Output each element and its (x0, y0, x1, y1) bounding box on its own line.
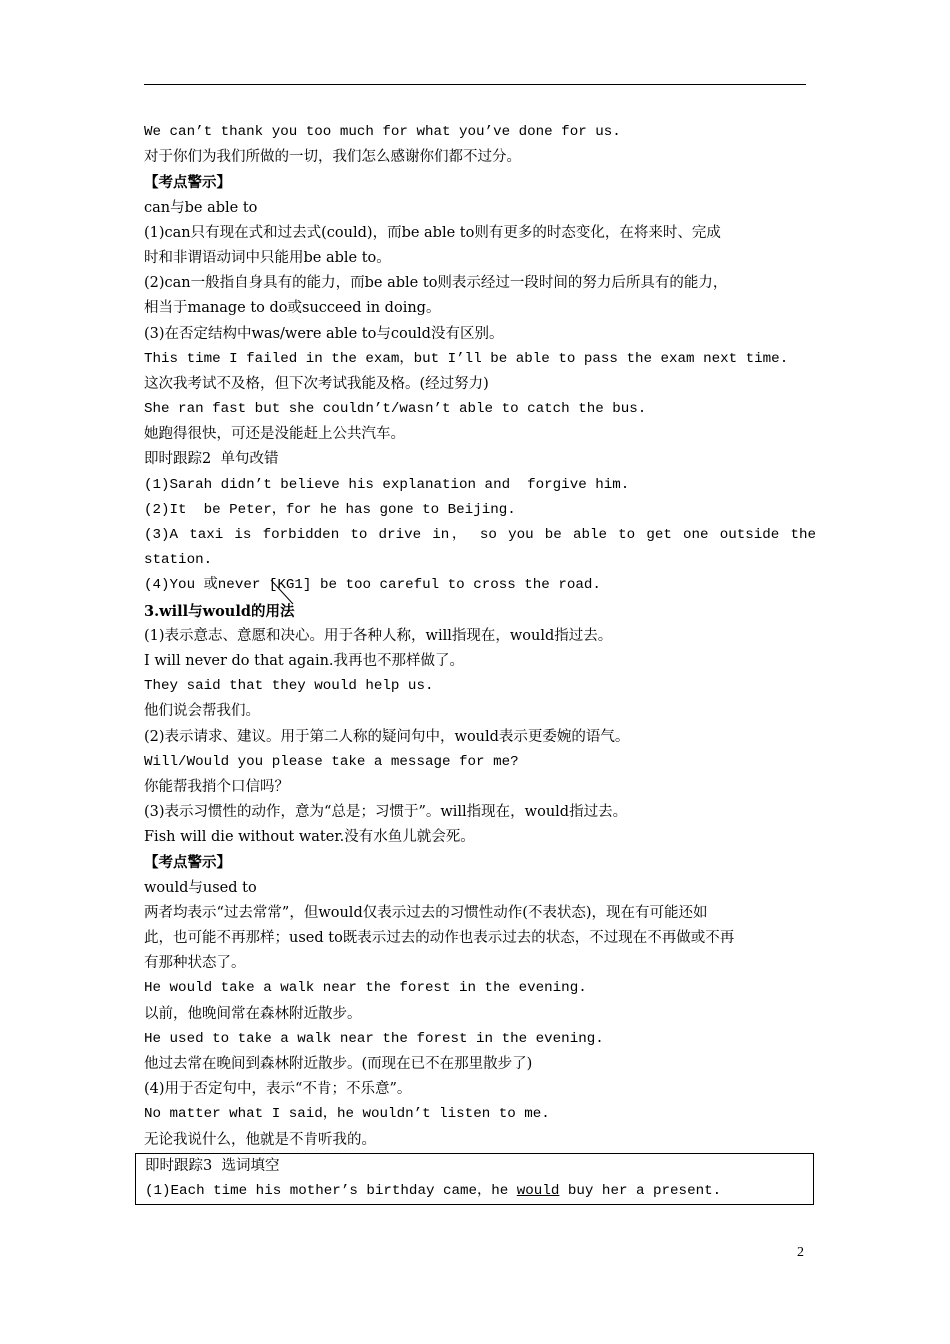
page-number: 2 (797, 1245, 804, 1260)
text-line: Fish will die without water.没有水鱼儿就会死。 (144, 829, 475, 846)
text-line: No matter what I said，he wouldn’t listen to me. (144, 1106, 550, 1123)
section-heading: 【考点警示】 (144, 854, 231, 872)
edit-mark-icon (267, 578, 297, 608)
answer-underlined: would (516, 1182, 560, 1199)
exercise-item: (3)A taxi is forbidden to drive in， so you be able to get one outside the (144, 527, 816, 543)
section-heading: 【考点警示】 (144, 174, 231, 192)
exercise-item: station. (144, 552, 213, 569)
text-line: 以前，他晚间常在森林附近散步。 (144, 1005, 362, 1022)
text-line: He used to take a walk near the forest in the evening. (144, 1030, 604, 1047)
text-line: 相当于manage to do或succeed in doing。 (144, 300, 441, 317)
text-line: can与be able to (144, 199, 258, 216)
text-line: I will never do that again.我再也不那样做了。 (144, 652, 465, 669)
exercise-item: (1)Sarah didn’t believe his explanation and forgive him. (144, 476, 630, 493)
text-line: 对于你们为我们所做的一切，我们怎么感谢你们都不过分。 (144, 149, 521, 166)
text-line: Will/Would you please take a message for me? (144, 753, 519, 770)
text-line: 时和非谓语动词中只能用be able to。 (144, 249, 391, 266)
exercise-item: (2)It be Peter，for he has gone to Beijing. (144, 501, 516, 518)
text-line: (1)表示意志、意愿和决心。用于各种人称，will指现在，would指过去。 (144, 627, 613, 644)
page-body (144, 120, 816, 1205)
text-line: 他过去常在晚间到森林附近散步。(而现在已不在那里散步了) (144, 1055, 533, 1072)
header-rule (144, 84, 806, 85)
exercise-text: buy her a present. (559, 1182, 722, 1199)
text-line: 无论我说什么，他就是不肯听我的。 (144, 1131, 376, 1148)
text-line: 你能帮我捎个口信吗？ (144, 778, 289, 795)
text-line: 这次我考试不及格，但下次考试我能及格。(经过努力) (144, 375, 489, 392)
text-line: We can’t thank you too much for what you’ve done for us. (144, 124, 621, 140)
text-line: 此，也可能不再那样；used to既表示过去的动作也表示过去的状态，不过现在不再做或不再 (144, 930, 735, 946)
text-line: (3)在否定结构中was/were able to与could没有区别。 (144, 325, 504, 342)
exercise-item: (4)You 或never [KG1] be too careful to cross the road. (144, 577, 601, 594)
text-line: (1)can只有现在式和过去式(could)，而be able to则有更多的时态变化，在将来时、完成 (144, 224, 721, 241)
text-line: (3)表示习惯性的动作，意为“总是；习惯于”。will指现在，would指过去。 (144, 804, 628, 821)
exercise-item (145, 1179, 813, 1204)
text-line: They said that they would help us. (144, 678, 434, 695)
text-line: (4)用于否定句中，表示“不肯；不乐意”。 (144, 1081, 412, 1098)
text-line: (2)表示请求、建议。用于第二人称的疑问句中，would表示更委婉的语气。 (144, 728, 630, 745)
exercise-text: (1)Each time his mother’s birthday came，he (145, 1182, 517, 1199)
section-heading: 3.will与would的用法 (144, 602, 295, 620)
text-line: 她跑得很快，可还是没能赶上公共汽车。 (144, 426, 405, 443)
text-line: This time I failed in the exam，but I’ll be able to pass the exam next time. (144, 350, 789, 367)
section-heading: 即时跟踪2 单句改错 (144, 451, 279, 468)
text-line: (2)can一般指自身具有的能力，而be able to则表示经过一段时间的努力后所具有的能力， (144, 275, 728, 292)
section-heading: 即时跟踪3 选词填空 (145, 1157, 280, 1174)
text-line: He would take a walk near the forest in the evening. (144, 980, 587, 997)
text-line: would与used to (144, 879, 257, 896)
exercise-box (135, 1153, 814, 1205)
text-line: 他们说会帮我们。 (144, 703, 260, 720)
text-line: She ran fast but she couldn’t/wasn’t able to catch the bus. (144, 401, 647, 418)
text-line: 有那种状态了。 (144, 955, 246, 972)
text-line: 两者均表示“过去常常”，但would仅表示过去的习惯性动作(不表状态)，现在有可能还如 (144, 904, 708, 921)
